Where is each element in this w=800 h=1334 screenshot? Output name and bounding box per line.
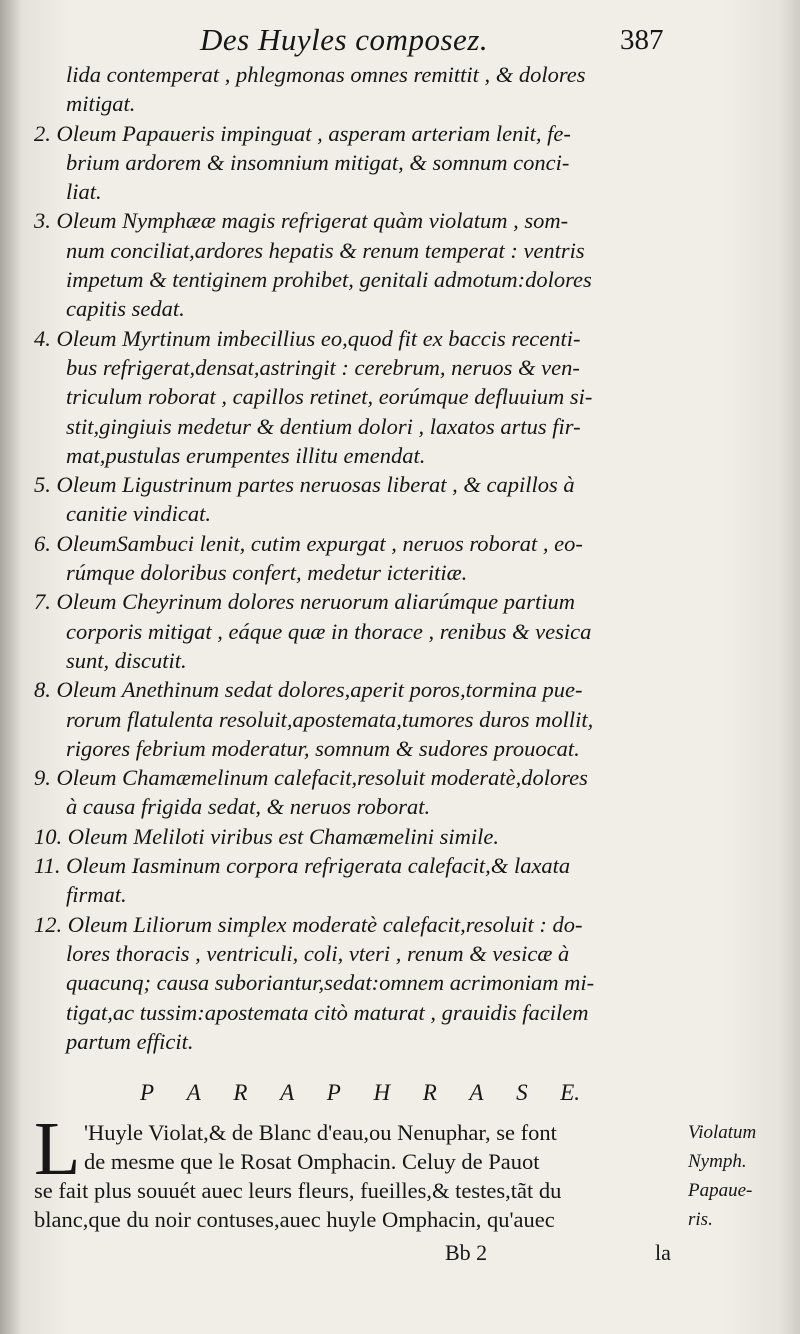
text-line: lores thoracis , ventriculi, coli, vteri , renum & vesicæ à: [66, 940, 570, 966]
marginal-note: ris.: [688, 1209, 713, 1230]
heading-letter: P: [326, 1080, 341, 1105]
paraphrase-line: de mesme que le Rosat Omphacin. Celuy de Pauot: [84, 1149, 540, 1174]
text-line: stit,gingiuis medetur & dentium dolori , laxatos artus fir-: [66, 413, 581, 439]
paraphrase-block: [34, 1107, 694, 1234]
text-line: à causa frigida sedat, & neruos roborat.: [66, 794, 431, 820]
text-line: 11. Oleum Iasminum corpora refrigerata calefacit,& laxata: [34, 853, 571, 879]
marginal-notes: [688, 1118, 798, 1234]
paraphrase-line: 'Huyle Violat,& de Blanc d'eau,ou Nenuphar, se font: [84, 1120, 557, 1145]
text-line: lida contemperat , phlegmonas omnes remittit , & dolores: [66, 62, 586, 87]
paraphrase-line: blanc,que du noir contuses,auec huyle Omphacin, qu'auec: [34, 1207, 555, 1232]
text-line: brium ardorem & insomnium mitigat, & somnum conci-: [66, 149, 570, 175]
paraphrase-line: se fait plus souuét auec leurs fleurs, fueilles,& testes,tãt du: [34, 1178, 562, 1203]
text-line: 3. Oleum Nymphææ magis refrigerat quàm violatum , som-: [34, 208, 569, 234]
heading-letter: S: [516, 1080, 528, 1105]
text-line: 10. Oleum Meliloti viribus est Chamæmelini simile.: [34, 823, 499, 849]
text-line: mat,pustulas erumpentes illitu emendat.: [66, 442, 426, 468]
heading-letter: A: [469, 1080, 484, 1105]
heading-letter: R: [422, 1080, 437, 1105]
catchword: la: [655, 1240, 671, 1265]
text-line: num conciliat,ardores hepatis & renum temperat : ventris: [66, 237, 585, 263]
text-line: rúmque doloribus confert, medetur icteritiæ.: [66, 560, 468, 586]
heading-letter: E.: [560, 1080, 580, 1105]
heading-letter: H: [373, 1080, 391, 1105]
text-line: 4. Oleum Myrtinum imbecillius eo,quod fit ex baccis recenti-: [34, 325, 581, 351]
text-line: 6. OleumSambuci lenit, cutim expurgat , neruos roborat , eo-: [34, 530, 583, 556]
heading-letter: A: [280, 1080, 295, 1105]
text-line: 5. Oleum Ligustrinum partes neruosas liberat , & capillos à: [34, 472, 575, 498]
page-number: 387: [620, 24, 664, 56]
text-line: liat.: [66, 179, 102, 205]
text-line: capitis sedat.: [66, 296, 185, 322]
text-line: rorum flatulenta resoluit,apostemata,tumores duros mollit,: [66, 706, 594, 732]
latin-text-block: [34, 60, 714, 1056]
signature-mark: Bb 2: [445, 1240, 488, 1265]
text-line: rigores febrium moderatur, somnum & sudores prouocat.: [66, 735, 580, 761]
text-line: mitigat.: [66, 91, 136, 117]
section-heading: [140, 1080, 580, 1106]
heading-letter: R: [233, 1080, 248, 1105]
page-header: [0, 16, 800, 56]
text-line: sunt, discutit.: [66, 647, 187, 673]
text-line: quacunq; causa suboriantur,sedat:omnem acrimoniam mi-: [66, 970, 595, 996]
text-line: 2. Oleum Papaueris impinguat , asperam arteriam lenit, fe-: [34, 120, 571, 146]
marginal-note: Violatum: [688, 1122, 757, 1143]
text-line: 7. Oleum Cheyrinum dolores neruorum aliarúmque partium: [34, 589, 576, 615]
text-line: 12. Oleum Liliorum simplex moderatè calefacit,resoluit : do-: [34, 911, 583, 937]
text-line: firmat.: [66, 882, 127, 908]
heading-letter: A: [186, 1080, 201, 1105]
heading-letter: P: [140, 1080, 155, 1105]
text-line: impetum & tentiginem prohibet, genitali admotum:dolores: [66, 267, 592, 293]
text-line: partum efficit.: [66, 1028, 194, 1054]
text-line: tigat,ac tussim:apostemata citò maturat , grauidis facilem: [66, 999, 589, 1025]
marginal-note: Nymph.: [688, 1151, 747, 1172]
text-line: 9. Oleum Chamæmelinum calefacit,resoluit moderatè,dolores: [34, 765, 588, 791]
text-line: canitie vindicat.: [66, 501, 211, 527]
marginal-note: Papaue-: [688, 1180, 753, 1201]
text-line: triculum roborat , capillos retinet, eorúmque defluuium si-: [66, 384, 593, 410]
running-head: Des Huyles composez.: [200, 22, 489, 57]
text-line: corporis mitigat , eáque quæ in thorace , renibus & vesica: [66, 618, 592, 644]
drop-cap: L: [34, 1107, 81, 1191]
text-line: bus refrigerat,densat,astringit : cerebrum, neruos & ven-: [66, 354, 580, 380]
text-line: 8. Oleum Anethinum sedat dolores,aperit poros,tormina pue-: [34, 677, 583, 703]
